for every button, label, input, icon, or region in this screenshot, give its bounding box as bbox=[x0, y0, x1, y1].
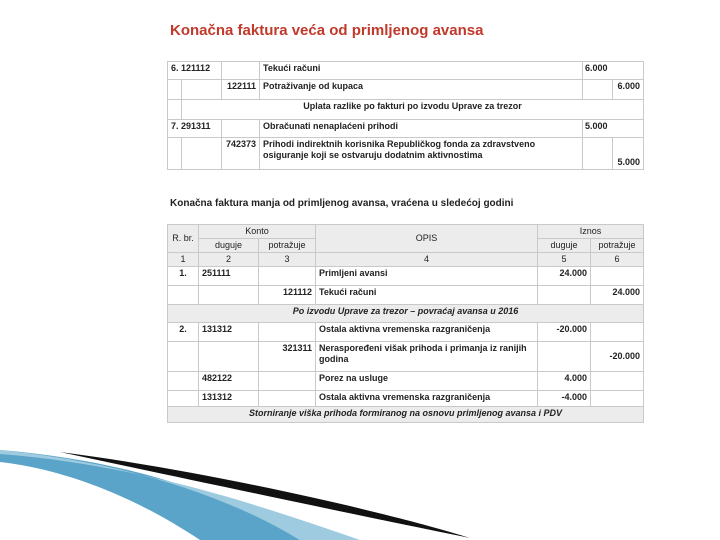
table-row bbox=[168, 267, 644, 286]
table-row bbox=[168, 342, 644, 372]
col-num: 6 bbox=[591, 253, 644, 267]
table-row bbox=[168, 323, 644, 342]
credit-account: 122111 bbox=[222, 80, 260, 100]
debit-amount: 4.000 bbox=[538, 372, 591, 391]
table-row bbox=[168, 120, 644, 138]
header-konto-duguje: duguje bbox=[199, 239, 259, 253]
credit-account: 321311 bbox=[259, 342, 316, 372]
table-row bbox=[168, 80, 644, 100]
debit-account: 251111 bbox=[199, 267, 259, 286]
row-number: 1. bbox=[168, 267, 199, 286]
header-iznos-duguje: duguje bbox=[538, 239, 591, 253]
debit-account: 121112 bbox=[181, 63, 211, 73]
credit-amount: 5.000 bbox=[613, 138, 644, 170]
journal-table-small-invoice bbox=[167, 224, 644, 423]
description: Ostala aktivna vremenska razgraničenja bbox=[316, 391, 538, 407]
description: Tekući računi bbox=[316, 286, 538, 305]
description: Neraspoređeni višak prihoda i primanja iz ranijih godina bbox=[316, 342, 538, 372]
slide-decoration bbox=[0, 450, 720, 540]
table-row bbox=[168, 62, 644, 80]
description: Potraživanje od kupaca bbox=[260, 80, 583, 100]
col-num: 2 bbox=[199, 253, 259, 267]
description: Porez na usluge bbox=[316, 372, 538, 391]
debit-amount: -20.000 bbox=[538, 323, 591, 342]
header-konto-potrazuje: potražuje bbox=[259, 239, 316, 253]
debit-account: 131312 bbox=[199, 391, 259, 407]
description: Prihodi indirektnih korisnika Republičkog fonda za zdravstveno osiguranje koji se ostvaruju dodatnim aktivnostima bbox=[260, 138, 583, 170]
debit-amount: 24.000 bbox=[538, 267, 591, 286]
section-subtitle: Konačna faktura manja od primljenog avansa, vraćena u sledećoj godini bbox=[170, 198, 514, 209]
header-opis: OPIS bbox=[316, 225, 538, 253]
credit-amount: -20.000 bbox=[591, 342, 644, 372]
header-row bbox=[168, 225, 644, 239]
description: Ostala aktivna vremenska razgraničenja bbox=[316, 323, 538, 342]
note-row: Po izvodu Uprave za trezor – povraćaj avansa u 2016 bbox=[168, 305, 644, 323]
debit-account: 291311 bbox=[181, 121, 211, 131]
note-row: Uplata razlike po fakturi po izvodu Uprave za trezor bbox=[182, 100, 644, 120]
header-konto: Konto bbox=[199, 225, 316, 239]
description: Tekući računi bbox=[260, 62, 583, 80]
debit-amount: -4.000 bbox=[538, 391, 591, 407]
col-num: 3 bbox=[259, 253, 316, 267]
debit-account: 131312 bbox=[199, 323, 259, 342]
debit-amount: 5.000 bbox=[583, 120, 644, 138]
credit-amount: 6.000 bbox=[613, 80, 644, 100]
table-row bbox=[168, 305, 644, 323]
row-number: 7. bbox=[171, 121, 179, 131]
row-number: 2. bbox=[168, 323, 199, 342]
description: Obračunati nenaplaćeni prihodi bbox=[260, 120, 583, 138]
header-iznos-potrazuje: potražuje bbox=[591, 239, 644, 253]
description: Primljeni avansi bbox=[316, 267, 538, 286]
note-row: Storniranje viška prihoda formiranog na osnovu primljenog avansa i PDV bbox=[168, 407, 644, 423]
credit-account: 121112 bbox=[259, 286, 316, 305]
credit-account: 742373 bbox=[222, 138, 260, 170]
header-iznos: Iznos bbox=[538, 225, 644, 239]
table-row bbox=[168, 372, 644, 391]
debit-account: 482122 bbox=[199, 372, 259, 391]
col-num: 1 bbox=[168, 253, 199, 267]
table-row bbox=[168, 100, 644, 120]
table-row bbox=[168, 286, 644, 305]
credit-amount: 24.000 bbox=[591, 286, 644, 305]
header-rbr: R. br. bbox=[168, 225, 199, 253]
row-number: 6. bbox=[171, 63, 179, 73]
blue-swoosh bbox=[0, 450, 300, 540]
table-row bbox=[168, 391, 644, 407]
journal-table-large-invoice bbox=[167, 61, 644, 170]
column-number-row bbox=[168, 253, 644, 267]
col-num: 5 bbox=[538, 253, 591, 267]
table-row bbox=[168, 407, 644, 423]
table-row bbox=[168, 138, 644, 170]
page-title: Konačna faktura veća od primljenog avansa bbox=[170, 22, 484, 39]
debit-amount: 6.000 bbox=[583, 62, 644, 80]
col-num: 4 bbox=[316, 253, 538, 267]
